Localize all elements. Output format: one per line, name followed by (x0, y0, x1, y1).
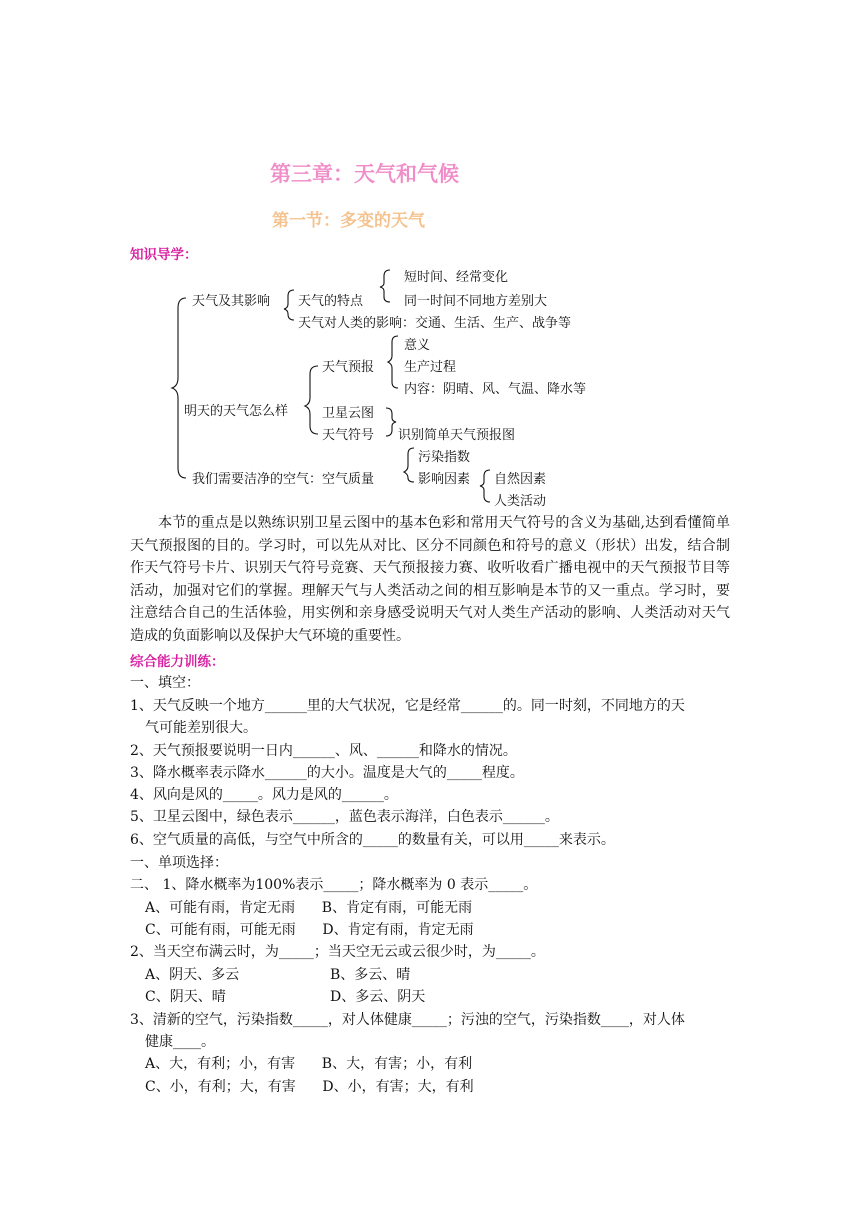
mc-q2-option-a: A、阴天、多云 (145, 967, 240, 983)
mc-q1-options-cd: C、可能有雨，可能无雨 D、肯定有雨，肯定无雨 (145, 922, 474, 938)
section-heading-training: 综合能力训练： (130, 654, 225, 670)
mc-q2-option-b: B、多云、晴 (330, 967, 411, 983)
tree-factor-human: 人类活动 (494, 494, 547, 509)
mc-q3-line2: 健康____。 (145, 1034, 215, 1050)
tree-identify: 识别简单天气预报图 (398, 428, 516, 443)
tree-forecast: 天气预报 (322, 360, 375, 375)
tree-tomorrow: 明天的天气怎么样 (184, 404, 289, 419)
tree-forecast-content: 内容：阴晴、风、气温、降水等 (404, 382, 587, 397)
section-subtitle: 第一节：多变的天气 (272, 211, 425, 231)
tree-weather-influence: 天气及其影响 (192, 294, 271, 309)
fill-q1-line1: 1、天气反映一个地方______里的大气状况，它是经常______的。同一时刻，不同地方的天 (130, 698, 685, 714)
tree-satellite: 卫星云图 (322, 406, 375, 421)
intro-paragraph (130, 512, 730, 647)
tree-forecast-meaning: 意义 (404, 338, 431, 353)
mc-q2: 2、当天空布满云时，为_____；当天空无云或云很少时，为_____。 (130, 944, 545, 960)
mc-q2-option-d: D、多云、阴天 (330, 989, 426, 1005)
mc-q3-line1: 3、清新的空气，污染指数_____，对人体健康_____；污浊的空气，污染指数____，对人体 (130, 1012, 685, 1028)
mc-q1-options-ab: A、可能有雨，肯定无雨 B、肯定有雨，可能无雨 (145, 900, 473, 916)
fill-q2: 2、天气预报要说明一日内______、风、______和降水的情况。 (130, 743, 517, 759)
part-fill-heading: 一、填空： (130, 675, 200, 691)
mc-q3-options-cd: C、小，有利；大，有害 D、小，有害；大，有利 (145, 1079, 474, 1095)
mc-q3-options-ab: A、大，有利；小，有害 B、大，有害；小，有利 (145, 1056, 473, 1072)
tree-symbols: 天气符号 (322, 428, 375, 443)
tree-forecast-process: 生产过程 (404, 360, 457, 375)
part-choice-heading: 一、单项选择： (130, 855, 228, 871)
section-heading-guide: 知识导学： (130, 247, 198, 263)
tree-clean-air: 我们需要洁净的空气：空气质量 (192, 472, 375, 487)
tree-feature-2: 同一时间不同地方差别大 (404, 294, 548, 309)
chapter-title: 第三章：天气和气候 (270, 161, 459, 186)
fill-q3: 3、降水概率表示降水______的大小。温度是大气的_____程度。 (130, 765, 524, 781)
mc-q2-option-c: C、阴天、晴 (145, 989, 226, 1005)
mc-q1: 二、 1、降水概率为100%表示_____；降水概率为 0 表示_____。 (130, 877, 538, 893)
tree-factor-natural: 自然因素 (494, 472, 547, 487)
intro-paragraph-text: 本节的重点是以熟练识别卫星云图中的基本色彩和常用天气符号的含义为基础,达到看懂简单天气预报图的目的。学习时，可以先从对比、区分不同颜色和符号的意义（形状）出发，结合制作天气符号卡片、识别天气符号竞赛、天气预报接力赛、收听收看广播电视中的天气预报节目等活动，加强对它们的掌握。理解天气与人类活动之间的相互影响是本节的又一重点。学习时，要注意结合自己的生活体验，用实例和亲身感受说明天气对人类生产活动的影响、人类活动对天气造成的负面影响以及保护大气环境的重要性。 (130, 515, 730, 644)
fill-q6: 6、空气质量的高低，与空气中所含的_____的数量有关，可以用_____来表示。 (130, 832, 615, 848)
fill-q5: 5、卫星云图中，绿色表示______，蓝色表示海洋，白色表示______。 (130, 809, 559, 825)
tree-human-impact: 天气对人类的影响：交通、生活、生产、战争等 (298, 316, 572, 331)
fill-q4: 4、风向是风的_____。风力是风的______。 (130, 787, 398, 803)
tree-factors: 影响因素 (418, 472, 471, 487)
tree-feature-1: 短时间、经常变化 (404, 270, 509, 285)
tree-weather-features: 天气的特点 (298, 294, 364, 309)
fill-q1-line2: 气可能差别很大。 (145, 720, 257, 736)
tree-pollution-index: 污染指数 (418, 450, 471, 465)
